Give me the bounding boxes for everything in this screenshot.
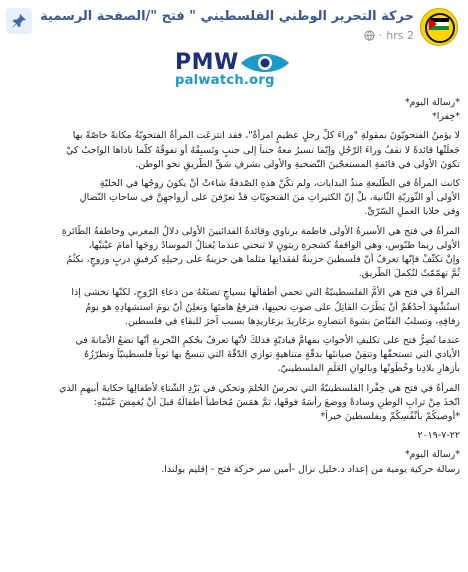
flag-triangle bbox=[429, 18, 437, 30]
logo-pmw-text: PMW bbox=[175, 50, 239, 75]
post-line: بأزهارِ بلادِنا وخُطُوتُها وبالوانِ العَلَمِ الفلسطينيّ. bbox=[277, 363, 460, 375]
post-line: اتّخذَ مِنْ ترابِ الوطنِ وسادةً ووضعَ رأسَهُ فوقَها، ثمَّ همَسَ مُخاطباً أطفالَهُ قبلَ أنْ يُغمِضَ عَيْنَيْهِ: bbox=[93, 396, 460, 408]
post-paragraph bbox=[8, 177, 460, 220]
post-paragraph bbox=[8, 129, 460, 172]
post-line: الأولى ريما طنّوس، وهي الواقفةُ كشجرةِ زيتونٍ لا تنحني عندما يُغتالُ الموسادُ زوجَها أمامَ عيْنيْها، bbox=[88, 239, 460, 251]
post-line: تكونَ الأولى في قائمةِ المستعجّينَ التّضحيةِ والأولى بشرفِ شقِّ الطّريقِ نحو الوطن. bbox=[135, 158, 460, 170]
post-line: وإنْ تكثّفْ فإنّها تعرفُ أنّ فلسطينَ حزينةٌ لفقدانِها مثلما هي حزينةٌ على رحيلِهِ كرفيقِ دربٍ وزوجٍ، بكثُمُ bbox=[66, 254, 460, 266]
pin-button[interactable] bbox=[6, 8, 32, 34]
post-paragraph bbox=[8, 286, 460, 329]
post-paragraph bbox=[8, 382, 460, 425]
post-meta bbox=[364, 29, 414, 42]
post-line: *رسالة اليوم* bbox=[404, 97, 460, 108]
post-line: المرأةُ في فتح هي الأسيرةُ الأولى فاطمة برناوي وقائدةُ الفدائيينَ الأولى دلالُ المغربي وخاطفةُ الطّائرةِ bbox=[61, 225, 460, 237]
post-header bbox=[0, 0, 468, 52]
post-line: عندما تُصِرُّ فتح على تكليفِ الأخواتِ بمهامَّ قياديّةٍ فذلكَ لأنّها تعرفُ بحُكمِ التّجربةِ أنّها تضعُ الأمانةَ في bbox=[75, 335, 460, 347]
post-time[interactable]: 2 hrs bbox=[386, 29, 414, 42]
pin-icon bbox=[11, 13, 27, 29]
post-line: ٢٢-٧-٢٠١٩ bbox=[417, 430, 460, 442]
globe-icon[interactable] bbox=[364, 30, 375, 41]
post-line: ثُمَّ تهمّمّتُ لتُكملَ الطّريق. bbox=[358, 268, 460, 280]
post-paragraph bbox=[8, 429, 460, 443]
post-line: لا يؤمنُ الفتحويّونَ بمقولةِ "وراءَ كلِّ رجلٍ عظيمٍ امرأةٌ"، فقد انتزعَت المرأةُ الفتحويّةُ مكانةً خاصّةً بها bbox=[72, 130, 460, 142]
post-line: المرأةُ في فتح هي الأمُّ الفلسطينيّةُ التي تحمي أطفالَها بسياجٍ تصنَعُهُ من دعاءِ الرّوحِ، لكنّها تخشى إذا bbox=[71, 287, 460, 299]
post-line: الأولى أو الثّوريّةِ الثّانية، بلْ إنّ الكثيراتِ منَ الفتحويّاتِ قدْ تعرّفنَ على أزواجهِنَّ في ساحاتِ النّضالِ bbox=[79, 192, 460, 204]
post-line: وفي خلايا العملِ السّرّيِّ. bbox=[364, 206, 460, 218]
post-paragraph bbox=[8, 96, 460, 124]
page-name-link[interactable]: حركة التحرير الوطني الفلسطيني " فتح "/الصفحة الرسمية bbox=[40, 9, 414, 24]
post-line: استُشْهِدَ أحدُهُمْ أنْ يَطْرَبَ القاتِلُ على صوتِ نحيبِها، فترفعُ هامتَها وتعلِنُ أنّ يومَ استشهادِهِ هو يومُ bbox=[85, 301, 460, 313]
pmw-watermark-logo bbox=[175, 50, 293, 90]
logo-url-text: palwatch.org bbox=[175, 73, 275, 88]
post-line: زفافِهِ، وتسلبُ القنّاصَ نشوةَ انتصارِهِ بزغاريدَ بزغاريدِها بسبب آخرَ للبقاءِ في فلسطين. bbox=[124, 315, 460, 327]
eye-icon bbox=[239, 51, 291, 75]
post-paragraph bbox=[8, 334, 460, 377]
post-line: *خِفرا* bbox=[431, 111, 460, 123]
post-line: *رسالة اليوم* bbox=[404, 449, 460, 461]
post-paragraph bbox=[8, 225, 460, 282]
post-line: *أوصيكُمْ بأنْفُسِكُمْ وبفلسطينَ خيراً* bbox=[320, 411, 460, 423]
post-line: كانت المرأةُ في الطّليعةِ منذُ البدايات، ولم تكُنْ هذهِ الصّدفةُ شاءتْ أنْ يكونَ زوجُها في الخليّةِ bbox=[99, 178, 460, 190]
meta-separator: · bbox=[378, 29, 383, 42]
post-line: رسالة حركية يومية من إعداد د.خليل نزال -أمين سر حركة فتح - إقليم بولندا. bbox=[161, 463, 460, 475]
post-line: الأيادي التي تستحقُّها وتتقِنُ صيانتَها بدقّةٍ متناهيةٍ توازي الدّقّةَ التي تنسجُ بها ثوباً فلسطينيّاً وتطرّزُهُ bbox=[84, 349, 460, 361]
page-avatar[interactable] bbox=[420, 8, 458, 46]
post-line: المرأةُ في فتح هي خِفْرا الفلسطينيّةُ التي تحرسُ الحُلمَ وتحكي في بَرْدِ الشّتاءِ لأطفالِها حكايةَ أبيهمِ الذي bbox=[59, 382, 460, 394]
post-body bbox=[8, 96, 460, 482]
post-line: جَعلَتْها قائدةً لا تقفُ وراءَ الرّجُلِ وإنّما تسيرُ معهُ جنباً إلى جنبٍ وتَسبِقُهُ أو تفوقُهُ كلّما ناداها الواجبُ كيْ bbox=[65, 144, 460, 156]
post-paragraph bbox=[8, 448, 460, 476]
